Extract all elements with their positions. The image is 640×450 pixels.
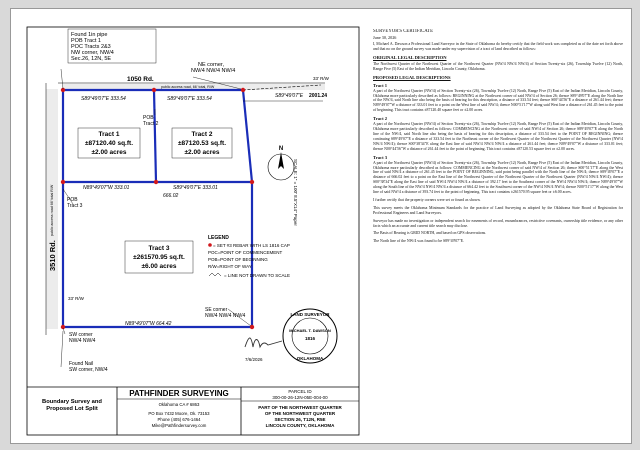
tract-heading: Tract 1 — [373, 82, 388, 88]
svg-text:MICHAEL T. DAWSON: MICHAEL T. DAWSON — [289, 328, 331, 333]
tract-heading: Tract 3 — [373, 154, 388, 160]
svg-text:±2.00 acres: ±2.00 acres — [91, 149, 127, 156]
right-of-way-label: 33' R/W — [68, 296, 84, 301]
company-address: Phone (405) 676-1464 — [157, 417, 201, 422]
road-left-label: 3510 Rd. — [48, 240, 57, 271]
ne-corner-label: NW/4 NW/4 NW/4 — [191, 68, 236, 74]
legal-right: LINCOLN COUNTY, OKLAHOMA — [265, 423, 335, 428]
se-corner-label: NW/4 NW/4 NW/4 — [205, 313, 246, 319]
bearing-label: S89°49'07"E — [275, 93, 304, 99]
found-nail-label: Found Nail — [69, 361, 94, 367]
tract-heading: Tract 2 — [373, 116, 388, 122]
survey-sheet — [10, 8, 632, 444]
title-block — [27, 387, 359, 435]
sign-date: 7/6/2026 — [245, 357, 263, 362]
svg-text:LAND SURVEYOR: LAND SURVEYOR — [290, 312, 330, 317]
cert-date: June 30, 2026 — [373, 35, 397, 40]
tract1-label — [78, 128, 140, 158]
rebar-icon — [208, 243, 212, 247]
svg-text:1816: 1816 — [304, 336, 316, 341]
original-heading: ORIGINAL LEGAL DESCRIPTION — [373, 54, 447, 60]
pob-label: Tract 2 — [143, 121, 159, 127]
svg-text:±87120.40 sq.ft.: ±87120.40 sq.ft. — [84, 140, 134, 147]
distance-label: 666.02 — [163, 193, 179, 199]
legend-item: POC=POINT OF COMMENCEMENT — [208, 250, 283, 255]
rebar-marker — [250, 180, 254, 184]
title-block-left: Proposed Lot Split — [46, 406, 98, 412]
pin-label-line: POB Tract 1 — [71, 38, 101, 44]
se-corner-label: SE corner — [205, 307, 228, 313]
parcel-label: PARCEL ID — [288, 389, 312, 394]
pin-label-line: Sec.26, 12N, 5E — [71, 56, 112, 62]
pob-label: POB — [67, 197, 78, 203]
tract-description: A part of the Northwest Quarter (NW/4) of Section Twenty-six (26), Township Twelve (12) North, Range Five (5) East of the Indian Meridian, Lincoln County, Oklahoma more particularly described as follows: COMMENCING at the Northwest corner of said NW/4 of Section 26; thence S00°51'17"E along the West line of said NW/4 a distance of 261.45 feet to the POINT OF BEGINNING, said point being parallel with the North line of the NW/4; thence S89°49'07"E a distance of 666.02 feet to a point on the East line of the Northwest Quarter of the Northwest Quarter of the Northwest Quarter (NW/4 NW/4 NW/4); thence S00°38'34"E along the East line of said NW/4 NW/4 NW/4 a distance of 392.17 feet to the Southeast corner of the NW/4 NW/4 NW/4; thence N89°49'07"W along the South line of the NW/4 NW/4 NW/4 a distance of 664.42 feet to the Southwest corner of the NW/4 NW/4 NW/4; thence N00°51'17"W along the West line of said NW/4 a distance of 393.74 feet to the point of beginning. This tract contains ±261570.95 square feet or ±6.00 acres. — [373, 160, 623, 195]
legal-right: OF THE NORTHWEST QUARTER — [264, 411, 336, 416]
tract2-label — [172, 128, 232, 158]
legend-item: = LINE NOT DRAWN TO SCALE — [224, 273, 290, 278]
bearing-label: S89°49'07"E 333.54 — [167, 96, 212, 102]
tract-description: A part of the Northwest Quarter (NW/4) of Section Twenty-six (26), Township Twelve (12) North, Range Five (5) East of the Indian Meridian, Lincoln County, Oklahoma more particularly described as follows: COMMENCING at the Northwest corner of said NW/4 of Section 26; thence S89°49'07"E along the North line of the NW/4, said North line also being the basis of bearing for this description, a distance of 333.54 feet to the POINT OF BEGINNING; thence continuing S89°49'07"E a distance of 333.54 feet to the Northeast corner of the Northwest Quarter of the Northwest Quarter of the Northwest Quarter (NW/4 NW/4 NW/4); thence S00°38'34"E along the East line of said NW/4 NW/4 NW/4 a distance of 261.44 feet; thence N89°49'07"W a distance of 333.01 feet; thence N00°44'56"W a distance of 261.44 feet to the point of beginning. This tract contains ±87120.53 square feet or ±2.00 acres. — [373, 122, 623, 151]
surveyor-seal — [283, 309, 337, 363]
closing-paragraph: Surveyor has made no investigation or independent search for easements of record, encumbrances, restrictive covenants, ownership title evidence, or any other facts which an accurate and current title search may disclose. — [373, 218, 623, 228]
closing-paragraph: I further certify that the property corners were set or found as shown. — [373, 197, 481, 202]
pob-label: POB — [143, 115, 154, 121]
title-block-left: Boundary Survey and — [42, 399, 102, 405]
svg-text:Tract 3: Tract 3 — [148, 245, 170, 252]
original-text: The Northwest Quarter of the Northwest Quarter of the Northwest Quarter (NW/4 NW/4 NW/4) of Section Twenty-six (26), Township Twelve (12) North, Range Five (5) East of the Indian Meridian, Lincoln County, Oklahoma. — [373, 61, 623, 71]
surveyor-certificate — [373, 29, 623, 429]
north-arrow-icon — [268, 146, 294, 180]
not-to-scale-icon — [209, 273, 221, 276]
svg-text:±261570.95 sq.ft.: ±261570.95 sq.ft. — [133, 254, 185, 261]
sw-corner-label: NW/4 NW/4 — [69, 338, 96, 344]
closing-paragraph: The Basis of Bearing is GRID NORTH, and based on GPS observations. — [373, 231, 487, 236]
svg-text:OKLAHOMA: OKLAHOMA — [296, 356, 324, 361]
proposed-heading: PROPOSED LEGAL DESCRIPTIONS — [373, 74, 451, 80]
plat-drawing — [13, 9, 363, 443]
svg-text:±87120.53 sq.ft.: ±87120.53 sq.ft. — [177, 140, 227, 147]
bearing-label: N89°49'07"W 333.01 — [83, 185, 130, 191]
right-of-way-label: 33' R/W — [313, 76, 329, 81]
cert-intro: I, Michael A. Dawson a Professional Land Surveyor in the State of Oklahoma do hereby certify that the field work was completed as of the date set forth above and that no on the ground survey was made under my supervision of a tract of land described as follows: — [373, 42, 623, 51]
closing-paragraph: The North line of the NW/4 was found to be S89°49'07"E. — [373, 239, 465, 244]
distance-label: 2001.24 — [309, 93, 328, 99]
road-top-note: public access road, 66' total, R/W — [161, 85, 215, 89]
legal-right: SECTION 26, T12N, R5E — [274, 417, 326, 422]
svg-text:Tract 2: Tract 2 — [191, 131, 213, 138]
company-address: PO Box 7432 Moore, Ok. 73153 — [148, 411, 210, 416]
legend-item: = SET #3 REBAR WITH LS 1816 CAP — [213, 243, 290, 248]
pob-label: Tract 3 — [67, 203, 83, 209]
legend-item: R/W=RIGHT OF WAY — [208, 264, 252, 269]
tract-description: A part of the Northwest Quarter (NW/4) of Section Twenty-six (26), Township Twelve (12) North, Range Five (5) East of the Indian Meridian, Lincoln County, Oklahoma more particularly described as follows: BEGINNING at the Northwest corner of said NW/4 of Section 26; thence S89°49'07"E along the North line of the NW/4, said North line also being the basis of bearing for this description, a distance of 333.54 feet; thence S00°44'56"E a distance of 261.44 feet; thence N89°49'07"W a distance of 333.01 feet to a point on the West line of said NW/4; thence N00°51'17"W along said West line a distance of 261.45 feet to the point of beginning. This tract contains ±87120.40 square feet or ±2.00 acres. — [373, 88, 623, 113]
scale-note: SCALE: 1" = 100' 8.5"X14" Paper — [293, 159, 298, 226]
pin-label-line: NW corner, NW/4 — [71, 50, 114, 56]
company-address: Mike@Pathfindersurvey.com — [151, 423, 207, 428]
bearing-label: S89°49'07"E 333.54 — [81, 96, 126, 102]
tract3-label — [125, 241, 193, 273]
bearing-label: N89°49'07"W 664.42 — [125, 321, 172, 327]
legend — [208, 235, 290, 278]
sw-corner-label: SW corner — [69, 332, 93, 338]
cert-title: SURVEYOR'S CERTIFICATE — [373, 29, 434, 34]
svg-text:±6.00 acres: ±6.00 acres — [141, 263, 177, 270]
legend-item: POB=POINT OF BEGINNING — [208, 257, 268, 262]
svg-text:±2.00 acres: ±2.00 acres — [184, 149, 220, 156]
company-name: PATHFINDER SURVEYING — [129, 389, 229, 398]
rebar-marker — [61, 180, 65, 184]
company-sub: Oklahoma CA # 6863 — [158, 402, 200, 407]
found-nail-label: SW corner, NW/4 — [69, 367, 108, 373]
road-top-label: 1050 Rd. — [127, 76, 154, 83]
road-left-note: public access road 66' total R/W — [50, 184, 54, 236]
bearing-label: S89°49'07"E 333.01 — [173, 185, 218, 191]
svg-text:Tract 1: Tract 1 — [98, 131, 120, 138]
parcel-id: 300-00-26-12N-05E-004-00 — [272, 395, 328, 400]
rebar-marker — [241, 88, 245, 92]
rebar-marker — [152, 88, 156, 92]
rebar-marker — [154, 180, 158, 184]
legend-title: LEGEND — [208, 235, 229, 241]
pin-label-line: POC Tracts 2&3 — [71, 44, 111, 50]
ne-corner-label: NE corner, — [198, 62, 224, 68]
legal-right: PART OF THE NORTHWEST QUARTER — [258, 405, 342, 410]
svg-text:N: N — [278, 146, 284, 152]
closing-paragraph: This survey meets the Oklahoma Minimum Standards for the practice of Land Surveying as adopted by the Oklahoma State Board of Registration for Professional Engineers and Land Surveyors. — [373, 205, 623, 215]
signature — [245, 338, 282, 347]
pin-label-line: Found 1in pipe — [71, 32, 108, 38]
